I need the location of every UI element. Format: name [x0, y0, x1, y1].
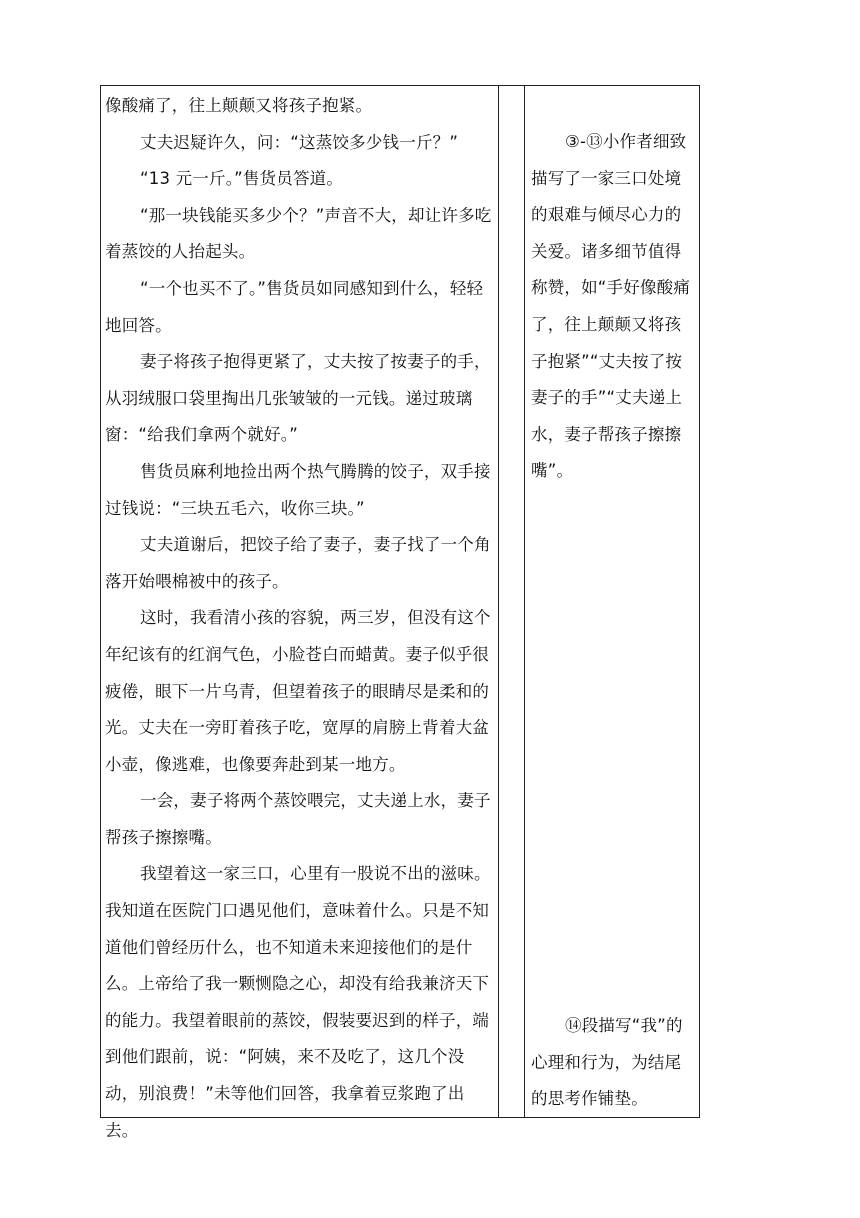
essay-text-column [105, 88, 497, 1149]
note-text: ⑭段描写“我”的心理和行为，为结尾的思考作铺垫。 [531, 1016, 683, 1109]
essay-paragraph: “那一块钱能买多少个？”声音不大，却让许多吃着蒸饺的人抬起头。 [105, 205, 492, 262]
essay-paragraph: 丈夫道谢后，把饺子给了妻子，妻子找了一个角落开始喂棉被中的孩子。 [105, 535, 491, 591]
column-divider [524, 86, 525, 1117]
essay-paragraph: 像酸痛了，往上颠颠又将孩子抱紧。 [105, 96, 373, 115]
annotation-table [100, 85, 700, 1140]
column-divider [498, 86, 499, 1117]
essay-paragraph: 我望着这一家三口，心里有一股说不出的滋味。我知道在医院门口遇见他们，意味着什么。只是不知道他们曾经历什么，也不知道未来迎接他们的是什么。上帝给了我一颗恻隐之心，却没有给我兼济天下的能力。我望着眼前的蒸饺，假装要迟到的样子，端到他们跟前，说：“阿姨，来不及吃了，这几个没动，别浪费！”未等他们回答，我拿着豆浆跑了出去。 [105, 864, 491, 1140]
essay-paragraph: 售货员麻利地捡出两个热气腾腾的饺子，双手接过钱说：“三块五毛六，收你三块。” [105, 461, 491, 518]
essay-paragraph: 一会，妻子将两个蒸饺喂完，丈夫递上水，妻子帮孩子擦擦嘴。 [105, 791, 491, 847]
annotation-note [531, 124, 697, 490]
essay-paragraph: 这时，我看清小孩的容貌，两三岁，但没有这个年纪该有的红润气色，小脸苍白而蜡黄。妻子似乎很疲倦，眼下一片乌青，但望着孩子的眼睛尽是柔和的光。丈夫在一旁盯着孩子吃，宽厚的肩膀上背着大盆小壶，像逃难，也像要奔赴到某一地方。 [105, 608, 491, 774]
essay-paragraph: “13 元一斤。”售货员答道。 [140, 169, 344, 189]
note-text: ③-⑬小作者细致描写了一家三口处境的艰难与倾尽心力的关爱。诸多细节值得称赞，如“手好像酸痛了，往上颠颠又将孩子抱紧”“丈夫按了按妻子的手”“丈夫递上水，妻子帮孩子擦擦嘴”。 [531, 132, 691, 481]
essay-paragraph: “一个也买不了。”售货员如同感知到什么，轻轻地回答。 [105, 278, 484, 335]
essay-paragraph: 丈夫迟疑许久，问：“这蒸饺多少钱一斤？” [140, 132, 459, 152]
annotation-note [531, 1008, 697, 1118]
essay-paragraph: 妻子将孩子抱得更紧了，丈夫按了按妻子的手，从羽绒服口袋里掏出几张皱皱的一元钱。递过玻璃窗：“给我们拿两个就好。” [105, 352, 491, 445]
